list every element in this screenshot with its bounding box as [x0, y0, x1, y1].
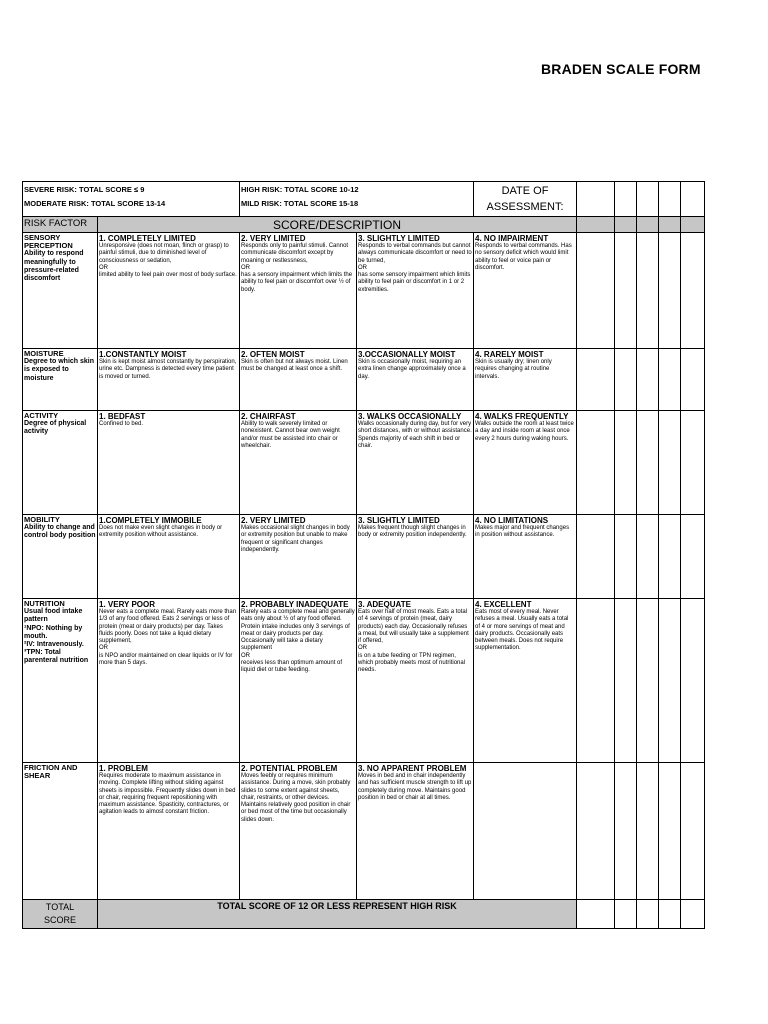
score-description-cell [357, 515, 474, 599]
score-description-cell [240, 411, 357, 515]
score-text: Unresponsive (does not moan, flinch or grasp) to painful stimuli, due to diminished level of consciousness or sedation, OR limited ability to feel pain over most of body surface. [99, 243, 237, 279]
score-heading: 4. NO IMPAIRMENT [475, 234, 549, 243]
risk-factor-description: Ability to respond meaningfully to pressure-related discomfort [24, 250, 84, 283]
score-entry-cell[interactable] [637, 763, 659, 900]
score-entry-cell[interactable] [637, 599, 659, 763]
score-text: Walks outside the room at least twice a day and inside room at least once every 2 hours during waking hours. [475, 421, 574, 442]
mild-risk-label: MILD RISK: TOTAL SCORE 15-18 [241, 199, 359, 208]
braden-scale-table [22, 181, 705, 929]
score-entry-cell[interactable] [681, 599, 705, 763]
score-text: Skin is occasionally moist, requiring an extra linen change approximately once a day. [358, 359, 466, 380]
score-entry-cell[interactable] [615, 515, 637, 599]
form-title: BRADEN SCALE FORM [541, 61, 701, 77]
score-description-cell [357, 411, 474, 515]
score-text: Confined to bed. [99, 421, 144, 427]
score-heading: 2. CHAIRFAST [241, 412, 296, 421]
date-line-1: DATE OF [501, 185, 549, 197]
score-heading: 4. WALKS FREQUENTLY [475, 412, 569, 421]
score-header-cell [637, 217, 659, 233]
score-heading: 4. RARELY MOIST [475, 350, 544, 359]
score-description-cell [474, 763, 577, 900]
score-text: Eats most of every meal. Never refuses a meal. Usually eats a total of 4 or more servings of meat and dairy products. Occasionally eats between meals. Does not require supplementation. [475, 609, 569, 652]
score-entry-cell[interactable] [637, 411, 659, 515]
score-entry-cell[interactable] [637, 233, 659, 349]
score-description-cell [474, 599, 577, 763]
total-line-2: SCORE [43, 915, 76, 925]
score-text: Responds to verbal commands. Has no sensory deficit which would limit ability to feel or voice pain or discomfort. [475, 243, 572, 271]
score-header-cell [681, 217, 705, 233]
score-entry-cell[interactable] [615, 411, 637, 515]
score-text: Ability to walk severely limited or nonexistent. Cannot bear own weight and/or must be assisted into chair or wheelchair. [241, 421, 340, 449]
risk-factor-name: ACTIVITY [24, 411, 59, 420]
score-description-cell [357, 233, 474, 349]
score-entry-cell[interactable] [681, 349, 705, 411]
total-score-label [23, 900, 98, 929]
score-heading: 3. ADEQUATE [358, 600, 411, 609]
score-text: Skin is kept moist almost constantly by perspiration, urine etc. Dampness is detected every time patient is moved or turned. [99, 359, 237, 380]
score-text: Skin is often but not always moist. Linen must be changed at least once a shift. [241, 359, 348, 373]
date-line-2: ASSESSMENT: [486, 201, 564, 213]
risk-factor-cell [23, 599, 98, 763]
score-heading: 2. VERY LIMITED [241, 516, 306, 525]
score-entry-cell[interactable] [681, 763, 705, 900]
score-heading: 3. WALKS OCCASIONALLY [358, 412, 462, 421]
risk-header-row [23, 182, 705, 217]
score-heading: 2. POTENTIAL PROBLEM [241, 764, 338, 773]
risk-factor-name: SENSORY PERCEPTION [24, 233, 73, 251]
risk-factor-row [23, 411, 705, 515]
score-heading: 4. EXCELLENT [475, 600, 532, 609]
risk-left-cell [23, 182, 240, 217]
score-heading: 4. NO LIMITATIONS [475, 516, 549, 525]
score-text: Makes frequent though slight changes in body or extremity position independently. [358, 525, 467, 539]
score-heading: 2. OFTEN MOIST [241, 350, 305, 359]
score-heading: 2. PROBABLY INADEQUATE [241, 600, 349, 609]
score-header-cell [659, 217, 681, 233]
score-text: Moves in bed and in chair independently and has sufficient muscle strength to lift up completely during move. Maintains good position in bed or chair at all times. [358, 773, 472, 801]
score-entry-cell[interactable] [659, 515, 681, 599]
moderate-risk-label: MODERATE RISK: TOTAL SCORE 13-14 [24, 199, 166, 208]
risk-factor-cell [23, 349, 98, 411]
score-description-cell [98, 349, 240, 411]
risk-factor-header: RISK FACTOR [23, 217, 98, 233]
column-header-row [23, 217, 705, 233]
score-heading: 1. COMPLETELY LIMITED [99, 234, 196, 243]
score-description-cell [357, 599, 474, 763]
risk-factor-row [23, 349, 705, 411]
total-score-note: TOTAL SCORE OF 12 OR LESS REPRESENT HIGH RISK [98, 900, 577, 929]
score-header-cell [577, 217, 615, 233]
risk-factor-row [23, 515, 705, 599]
score-heading: 3. SLIGHTLY LIMITED [358, 516, 440, 525]
score-text: Walks occasionally during day, but for very short distances, with or without assistance. Spends majority of each shift in bed or chair. [358, 421, 472, 449]
score-entry-cell[interactable] [681, 515, 705, 599]
score-text: Responds only to painful stimuli. Cannot communicate discomfort except by moaning or restlessness, OR has a sensory impairment which limits the ability to feel pain or discomfort over ½ of body. [241, 243, 353, 293]
score-entry-cell[interactable] [681, 411, 705, 515]
total-score-cell[interactable] [659, 900, 681, 929]
score-entry-cell[interactable] [577, 349, 615, 411]
score-text: Makes occasional slight changes in body or extremity position but unable to make frequent or significant changes independently. [241, 525, 350, 553]
risk-factor-description: Degree of physical activity [24, 420, 87, 436]
date-of-assessment-label [474, 182, 577, 217]
risk-factor-row [23, 599, 705, 763]
total-score-cell[interactable] [577, 900, 615, 929]
date-cell[interactable] [659, 182, 681, 217]
score-entry-cell[interactable] [615, 763, 637, 900]
score-text: Makes major and frequent changes in position without assistance. [475, 525, 570, 539]
score-description-cell [474, 515, 577, 599]
risk-factor-description: Usual food intake pattern ¹NPO: Nothing by mouth. ²IV: Intravenously. ³TPN: Total parenteral nutrition [24, 608, 89, 665]
risk-factor-description: Degree to which skin is exposed to moisture [24, 358, 95, 382]
score-heading: 1.COMPLETELY IMMOBILE [99, 516, 202, 525]
score-heading: 3.OCCASIONALLY MOIST [358, 350, 456, 359]
risk-factor-cell [23, 515, 98, 599]
risk-factor-name: FRICTION AND SHEAR [24, 763, 78, 781]
score-entry-cell[interactable] [659, 233, 681, 349]
score-text: Moves feebly or requires minimum assistance. During a move, skin probably slides to some extent against sheets, chair, restraints, or other devices. Maintains relatively good position in chair or bed most of the time but occasionally slides down. [241, 773, 351, 823]
risk-factor-name: NUTRITION [24, 599, 65, 608]
score-entry-cell[interactable] [615, 349, 637, 411]
score-entry-cell[interactable] [659, 599, 681, 763]
score-heading: 3. SLIGHTLY LIMITED [358, 234, 440, 243]
total-score-row [23, 900, 705, 929]
high-risk-label: HIGH RISK: TOTAL SCORE 10-12 [241, 185, 359, 194]
score-header-cell [615, 217, 637, 233]
risk-factor-name: MOISTURE [24, 349, 64, 358]
score-text: Does not make even slight changes in body or extremity position without assistance. [99, 525, 223, 539]
total-score-cell[interactable] [681, 900, 705, 929]
score-description-cell [240, 349, 357, 411]
score-entry-cell[interactable] [577, 515, 615, 599]
score-entry-cell[interactable] [577, 599, 615, 763]
score-description-cell [474, 349, 577, 411]
score-heading: 3. NO APPARENT PROBLEM [358, 764, 467, 773]
score-text: Requires moderate to maximum assistance in moving. Complete lifting without sliding against sheets is impossible. Frequently slides down in bed or chair, requiring frequent repositioning with maximum assistance. Spasticity, contractures, or agitation leads to almost constant friction. [99, 773, 236, 816]
score-entry-cell[interactable] [615, 233, 637, 349]
score-text: Never eats a complete meal. Rarely eats more than 1/3 of any food offered. Eats 2 servings or less of protein (meat or dairy products) per day. Takes fluids poorly. Does not take a liquid dietary supplement, OR is NPO and/or maintained on clear liquids or IV for more than 5 days. [99, 609, 237, 667]
score-description-cell [98, 599, 240, 763]
score-description-cell [240, 233, 357, 349]
score-entry-cell[interactable] [659, 411, 681, 515]
risk-factor-cell [23, 233, 98, 349]
score-description-cell [240, 515, 357, 599]
score-description-cell [98, 411, 240, 515]
total-line-1: TOTAL [45, 902, 75, 912]
score-description-cell [357, 349, 474, 411]
score-description-cell [474, 411, 577, 515]
score-description-cell [240, 763, 357, 900]
score-entry-cell[interactable] [681, 233, 705, 349]
score-entry-cell[interactable] [659, 349, 681, 411]
date-cell[interactable] [637, 182, 659, 217]
score-entry-cell[interactable] [637, 349, 659, 411]
total-score-cell[interactable] [615, 900, 637, 929]
score-heading: 1. VERY POOR [99, 600, 156, 609]
severe-risk-label: SEVERE RISK: TOTAL SCORE ≤ 9 [24, 185, 145, 194]
score-description-cell [357, 763, 474, 900]
score-text: Responds to verbal commands but cannot always communicate discomfort or need to be turned, OR has some sensory impairment which limits ability to feel pain or discomfort in 1 or 2 extremities. [358, 243, 472, 293]
score-entry-cell[interactable] [615, 599, 637, 763]
risk-factor-description: Ability to change and control body position [24, 524, 96, 540]
score-heading: 1. PROBLEM [99, 764, 148, 773]
risk-factor-cell [23, 763, 98, 900]
risk-factor-row [23, 233, 705, 349]
risk-factor-row [23, 763, 705, 900]
score-description-cell [240, 599, 357, 763]
score-description-cell [98, 763, 240, 900]
score-heading: 2. VERY LIMITED [241, 234, 306, 243]
risk-factor-cell [23, 411, 98, 515]
score-description-cell [98, 515, 240, 599]
score-description-cell [474, 233, 577, 349]
score-entry-cell[interactable] [577, 233, 615, 349]
date-cell[interactable] [577, 182, 615, 217]
score-text: Rarely eats a complete meal and generally eats only about ½ of any food offered. Protein intake includes only 3 servings of meat or dairy products per day. Occasionally will take a dietary supplement OR receives less than optimum amount of liquid diet or tube feeding. [241, 609, 355, 674]
score-text: Eats over half of most meals. Eats a total of 4 servings of protein (meat, dairy products) each day. Occasionally refuses a meal, but will usually take a supplement if offered, OR is on a tube feeding or TPN regimen, which probably meets most of nutritional needs. [358, 609, 469, 674]
risk-factor-name: MOBILITY [24, 515, 60, 524]
score-description-header: SCORE/DESCRIPTION [98, 217, 577, 233]
score-entry-cell[interactable] [577, 763, 615, 900]
score-entry-cell[interactable] [577, 411, 615, 515]
score-text: Skin is usually dry; linen only requires changing at routine intervals. [475, 359, 552, 380]
risk-right-cell [240, 182, 474, 217]
date-cell[interactable] [681, 182, 705, 217]
total-score-cell[interactable] [637, 900, 659, 929]
score-entry-cell[interactable] [637, 515, 659, 599]
score-entry-cell[interactable] [659, 763, 681, 900]
score-heading: 1. BEDFAST [99, 412, 146, 421]
score-description-cell [98, 233, 240, 349]
score-heading: 1.CONSTANTLY MOIST [99, 350, 187, 359]
date-cell[interactable] [615, 182, 637, 217]
